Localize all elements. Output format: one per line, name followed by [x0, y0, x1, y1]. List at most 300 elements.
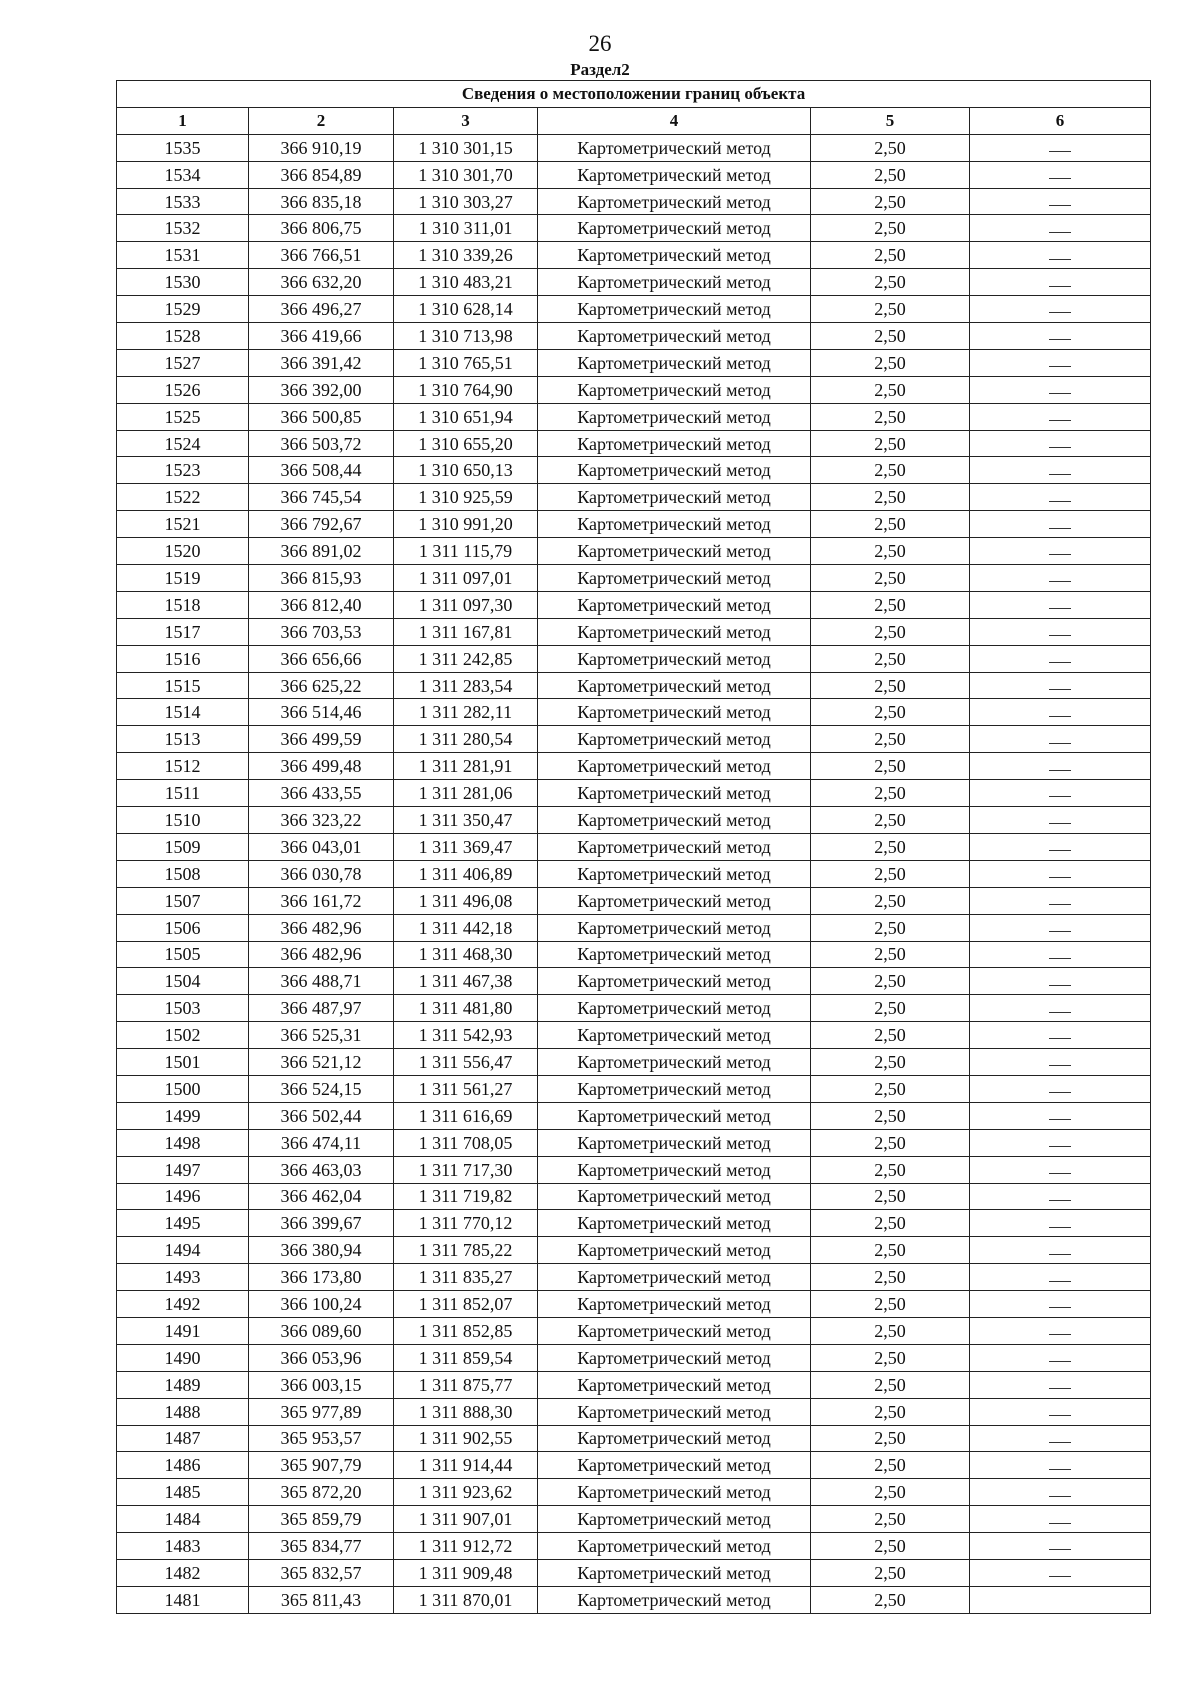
dash-mark [1049, 635, 1071, 636]
table-row [117, 1129, 1151, 1156]
x-coordinate-cell: 366 496,27 [249, 296, 394, 323]
note-cell [970, 645, 1151, 672]
point-number-cell: 1485 [117, 1479, 249, 1506]
point-number-cell: 1522 [117, 484, 249, 511]
dash-mark [1049, 1307, 1071, 1308]
note-cell [970, 457, 1151, 484]
y-coordinate-cell: 1 311 852,85 [394, 1317, 538, 1344]
table-title-row [117, 81, 1151, 108]
y-coordinate-cell: 1 310 303,27 [394, 188, 538, 215]
accuracy-cell: 2,50 [811, 995, 970, 1022]
x-coordinate-cell: 365 832,57 [249, 1559, 394, 1586]
table-row [117, 914, 1151, 941]
x-coordinate-cell: 366 500,85 [249, 403, 394, 430]
table-row [117, 1210, 1151, 1237]
method-cell: Картометрический метод [538, 242, 811, 269]
y-coordinate-cell: 1 310 301,70 [394, 161, 538, 188]
table-row [117, 1264, 1151, 1291]
method-cell: Картометрический метод [538, 618, 811, 645]
x-coordinate-cell: 366 488,71 [249, 968, 394, 995]
table-row [117, 484, 1151, 511]
point-number-cell: 1516 [117, 645, 249, 672]
y-coordinate-cell: 1 311 556,47 [394, 1049, 538, 1076]
x-coordinate-cell: 366 487,97 [249, 995, 394, 1022]
x-coordinate-cell: 366 503,72 [249, 430, 394, 457]
method-cell: Картометрический метод [538, 269, 811, 296]
y-coordinate-cell: 1 311 785,22 [394, 1237, 538, 1264]
dash-mark [1049, 393, 1071, 394]
method-cell: Картометрический метод [538, 484, 811, 511]
note-cell [970, 296, 1151, 323]
method-cell: Картометрический метод [538, 1506, 811, 1533]
method-cell: Картометрический метод [538, 161, 811, 188]
note-cell [970, 1156, 1151, 1183]
dash-mark [1049, 420, 1071, 421]
y-coordinate-cell: 1 311 870,01 [394, 1586, 538, 1613]
x-coordinate-cell: 366 891,02 [249, 538, 394, 565]
method-cell: Картометрический метод [538, 887, 811, 914]
accuracy-cell: 2,50 [811, 1237, 970, 1264]
y-coordinate-cell: 1 310 991,20 [394, 511, 538, 538]
accuracy-cell: 2,50 [811, 1210, 970, 1237]
x-coordinate-cell: 365 977,89 [249, 1398, 394, 1425]
accuracy-cell: 2,50 [811, 511, 970, 538]
dash-mark [1049, 850, 1071, 851]
y-coordinate-cell: 1 311 280,54 [394, 726, 538, 753]
note-cell [970, 1049, 1151, 1076]
dash-mark [1049, 716, 1071, 717]
y-coordinate-cell: 1 311 542,93 [394, 1022, 538, 1049]
dash-mark [1049, 931, 1071, 932]
note-cell [970, 134, 1151, 161]
dash-mark [1049, 743, 1071, 744]
y-coordinate-cell: 1 311 097,30 [394, 591, 538, 618]
y-coordinate-cell: 1 311 097,01 [394, 565, 538, 592]
x-coordinate-cell: 366 323,22 [249, 807, 394, 834]
method-cell: Картометрический метод [538, 1049, 811, 1076]
accuracy-cell: 2,50 [811, 1022, 970, 1049]
column-number: 4 [538, 107, 811, 134]
y-coordinate-cell: 1 310 651,94 [394, 403, 538, 430]
point-number-cell: 1499 [117, 1102, 249, 1129]
y-coordinate-cell: 1 310 483,21 [394, 269, 538, 296]
point-number-cell: 1528 [117, 323, 249, 350]
accuracy-cell: 2,50 [811, 887, 970, 914]
dash-mark [1049, 796, 1071, 797]
method-cell: Картометрический метод [538, 1452, 811, 1479]
table-row [117, 645, 1151, 672]
point-number-cell: 1526 [117, 376, 249, 403]
method-cell: Картометрический метод [538, 645, 811, 672]
method-cell: Картометрический метод [538, 1371, 811, 1398]
y-coordinate-cell: 1 311 719,82 [394, 1183, 538, 1210]
y-coordinate-cell: 1 311 282,11 [394, 699, 538, 726]
point-number-cell: 1527 [117, 349, 249, 376]
x-coordinate-cell: 366 632,20 [249, 269, 394, 296]
note-cell [970, 1210, 1151, 1237]
note-cell [970, 780, 1151, 807]
column-number-row [117, 107, 1151, 134]
point-number-cell: 1493 [117, 1264, 249, 1291]
point-number-cell: 1534 [117, 161, 249, 188]
point-number-cell: 1498 [117, 1129, 249, 1156]
table-row [117, 376, 1151, 403]
dash-mark [1049, 877, 1071, 878]
dash-mark [1049, 1173, 1071, 1174]
column-number: 3 [394, 107, 538, 134]
point-number-cell: 1508 [117, 860, 249, 887]
x-coordinate-cell: 366 745,54 [249, 484, 394, 511]
method-cell: Картометрический метод [538, 1291, 811, 1318]
table-row [117, 1586, 1151, 1613]
y-coordinate-cell: 1 311 770,12 [394, 1210, 538, 1237]
dash-mark [1049, 447, 1071, 448]
accuracy-cell: 2,50 [811, 1371, 970, 1398]
y-coordinate-cell: 1 311 468,30 [394, 941, 538, 968]
x-coordinate-cell: 366 053,96 [249, 1344, 394, 1371]
dash-mark [1049, 823, 1071, 824]
method-cell: Картометрический метод [538, 672, 811, 699]
accuracy-cell: 2,50 [811, 1129, 970, 1156]
x-coordinate-cell: 366 399,67 [249, 1210, 394, 1237]
table-row [117, 296, 1151, 323]
y-coordinate-cell: 1 311 167,81 [394, 618, 538, 645]
accuracy-cell: 2,50 [811, 699, 970, 726]
note-cell [970, 430, 1151, 457]
point-number-cell: 1533 [117, 188, 249, 215]
method-cell: Картометрический метод [538, 995, 811, 1022]
x-coordinate-cell: 366 766,51 [249, 242, 394, 269]
point-number-cell: 1496 [117, 1183, 249, 1210]
point-number-cell: 1518 [117, 591, 249, 618]
y-coordinate-cell: 1 310 301,15 [394, 134, 538, 161]
y-coordinate-cell: 1 311 907,01 [394, 1506, 538, 1533]
dash-mark [1049, 608, 1071, 609]
point-number-cell: 1488 [117, 1398, 249, 1425]
note-cell [970, 188, 1151, 215]
y-coordinate-cell: 1 310 765,51 [394, 349, 538, 376]
table-row [117, 618, 1151, 645]
accuracy-cell: 2,50 [811, 215, 970, 242]
dash-mark [1049, 528, 1071, 529]
table-row [117, 1344, 1151, 1371]
method-cell: Картометрический метод [538, 188, 811, 215]
point-number-cell: 1487 [117, 1425, 249, 1452]
accuracy-cell: 2,50 [811, 242, 970, 269]
accuracy-cell: 2,50 [811, 860, 970, 887]
x-coordinate-cell: 366 524,15 [249, 1075, 394, 1102]
note-cell [970, 161, 1151, 188]
y-coordinate-cell: 1 311 888,30 [394, 1398, 538, 1425]
y-coordinate-cell: 1 311 281,91 [394, 753, 538, 780]
point-number-cell: 1504 [117, 968, 249, 995]
y-coordinate-cell: 1 311 852,07 [394, 1291, 538, 1318]
column-number: 1 [117, 107, 249, 134]
accuracy-cell: 2,50 [811, 1506, 970, 1533]
method-cell: Картометрический метод [538, 430, 811, 457]
method-cell: Картометрический метод [538, 296, 811, 323]
method-cell: Картометрический метод [538, 807, 811, 834]
method-cell: Картометрический метод [538, 215, 811, 242]
note-cell [970, 1075, 1151, 1102]
method-cell: Картометрический метод [538, 1559, 811, 1586]
accuracy-cell: 2,50 [811, 645, 970, 672]
y-coordinate-cell: 1 311 859,54 [394, 1344, 538, 1371]
table-row [117, 1479, 1151, 1506]
x-coordinate-cell: 365 859,79 [249, 1506, 394, 1533]
point-number-cell: 1521 [117, 511, 249, 538]
x-coordinate-cell: 366 815,93 [249, 565, 394, 592]
table-row [117, 242, 1151, 269]
table-row [117, 591, 1151, 618]
point-number-cell: 1525 [117, 403, 249, 430]
point-number-cell: 1512 [117, 753, 249, 780]
section-title: Раздел2 [570, 60, 630, 79]
accuracy-cell: 2,50 [811, 188, 970, 215]
method-cell: Картометрический метод [538, 833, 811, 860]
method-cell: Картометрический метод [538, 349, 811, 376]
x-coordinate-cell: 366 514,46 [249, 699, 394, 726]
note-cell [970, 807, 1151, 834]
x-coordinate-cell: 366 482,96 [249, 941, 394, 968]
method-cell: Картометрический метод [538, 941, 811, 968]
note-cell [970, 538, 1151, 565]
dash-mark [1049, 1576, 1071, 1577]
dash-mark [1049, 1549, 1071, 1550]
point-number-cell: 1501 [117, 1049, 249, 1076]
table-row [117, 134, 1151, 161]
accuracy-cell: 2,50 [811, 565, 970, 592]
table-row [117, 968, 1151, 995]
dash-mark [1049, 1227, 1071, 1228]
dash-mark [1049, 1200, 1071, 1201]
y-coordinate-cell: 1 311 406,89 [394, 860, 538, 887]
table-row [117, 995, 1151, 1022]
note-cell [970, 565, 1151, 592]
x-coordinate-cell: 366 161,72 [249, 887, 394, 914]
table-row [117, 215, 1151, 242]
x-coordinate-cell: 365 953,57 [249, 1425, 394, 1452]
dash-mark [1049, 1334, 1071, 1335]
accuracy-cell: 2,50 [811, 941, 970, 968]
accuracy-cell: 2,50 [811, 484, 970, 511]
note-cell [970, 753, 1151, 780]
dash-mark [1049, 1065, 1071, 1066]
point-number-cell: 1535 [117, 134, 249, 161]
table-row [117, 1049, 1151, 1076]
point-number-cell: 1502 [117, 1022, 249, 1049]
method-cell: Картометрический метод [538, 323, 811, 350]
accuracy-cell: 2,50 [811, 1156, 970, 1183]
x-coordinate-cell: 366 380,94 [249, 1237, 394, 1264]
x-coordinate-cell: 366 003,15 [249, 1371, 394, 1398]
point-number-cell: 1530 [117, 269, 249, 296]
method-cell: Картометрический метод [538, 1022, 811, 1049]
note-cell [970, 968, 1151, 995]
table-row [117, 188, 1151, 215]
accuracy-cell: 2,50 [811, 1291, 970, 1318]
accuracy-cell: 2,50 [811, 1479, 970, 1506]
x-coordinate-cell: 366 089,60 [249, 1317, 394, 1344]
y-coordinate-cell: 1 311 902,55 [394, 1425, 538, 1452]
note-cell [970, 1129, 1151, 1156]
accuracy-cell: 2,50 [811, 1452, 970, 1479]
x-coordinate-cell: 366 391,42 [249, 349, 394, 376]
dash-mark [1049, 366, 1071, 367]
point-number-cell: 1492 [117, 1291, 249, 1318]
page-number: 26 [588, 31, 612, 56]
note-cell [970, 1022, 1151, 1049]
table-row [117, 860, 1151, 887]
table-row [117, 349, 1151, 376]
x-coordinate-cell: 366 499,48 [249, 753, 394, 780]
dash-mark [1049, 1388, 1071, 1389]
table-row [117, 269, 1151, 296]
dash-mark [1049, 1119, 1071, 1120]
method-cell: Картометрический метод [538, 1237, 811, 1264]
dash-mark [1049, 1254, 1071, 1255]
dash-mark [1049, 662, 1071, 663]
y-coordinate-cell: 1 311 369,47 [394, 833, 538, 860]
table-row [117, 833, 1151, 860]
method-cell: Картометрический метод [538, 780, 811, 807]
table-row [117, 753, 1151, 780]
note-cell [970, 242, 1151, 269]
point-number-cell: 1509 [117, 833, 249, 860]
x-coordinate-cell: 366 656,66 [249, 645, 394, 672]
note-cell [970, 403, 1151, 430]
note-cell [970, 215, 1151, 242]
y-coordinate-cell: 1 311 914,44 [394, 1452, 538, 1479]
note-cell [970, 1344, 1151, 1371]
x-coordinate-cell: 365 872,20 [249, 1479, 394, 1506]
accuracy-cell: 2,50 [811, 1264, 970, 1291]
x-coordinate-cell: 366 625,22 [249, 672, 394, 699]
x-coordinate-cell: 366 812,40 [249, 591, 394, 618]
method-cell: Картометрический метод [538, 538, 811, 565]
point-number-cell: 1494 [117, 1237, 249, 1264]
accuracy-cell: 2,50 [811, 1183, 970, 1210]
point-number-cell: 1514 [117, 699, 249, 726]
y-coordinate-cell: 1 311 496,08 [394, 887, 538, 914]
dash-mark [1049, 474, 1071, 475]
note-cell [970, 484, 1151, 511]
table-row [117, 1506, 1151, 1533]
table-row [117, 1022, 1151, 1049]
y-coordinate-cell: 1 310 713,98 [394, 323, 538, 350]
y-coordinate-cell: 1 311 616,69 [394, 1102, 538, 1129]
y-coordinate-cell: 1 311 467,38 [394, 968, 538, 995]
table-row [117, 887, 1151, 914]
dash-mark [1049, 1442, 1071, 1443]
point-number-cell: 1510 [117, 807, 249, 834]
dash-mark [1049, 312, 1071, 313]
point-number-cell: 1524 [117, 430, 249, 457]
method-cell: Картометрический метод [538, 457, 811, 484]
y-coordinate-cell: 1 311 708,05 [394, 1129, 538, 1156]
accuracy-cell: 2,50 [811, 403, 970, 430]
x-coordinate-cell: 366 100,24 [249, 1291, 394, 1318]
x-coordinate-cell: 366 525,31 [249, 1022, 394, 1049]
method-cell: Картометрический метод [538, 591, 811, 618]
dash-mark [1049, 554, 1071, 555]
x-coordinate-cell: 366 703,53 [249, 618, 394, 645]
dash-mark [1049, 1469, 1071, 1470]
x-coordinate-cell: 366 433,55 [249, 780, 394, 807]
column-number: 2 [249, 107, 394, 134]
x-coordinate-cell: 366 392,00 [249, 376, 394, 403]
accuracy-cell: 2,50 [811, 1049, 970, 1076]
accuracy-cell: 2,50 [811, 1533, 970, 1560]
y-coordinate-cell: 1 310 650,13 [394, 457, 538, 484]
accuracy-cell: 2,50 [811, 296, 970, 323]
x-coordinate-cell: 366 030,78 [249, 860, 394, 887]
y-coordinate-cell: 1 311 561,27 [394, 1075, 538, 1102]
point-number-cell: 1481 [117, 1586, 249, 1613]
dash-mark [1049, 259, 1071, 260]
accuracy-cell: 2,50 [811, 726, 970, 753]
method-cell: Картометрический метод [538, 726, 811, 753]
accuracy-cell: 2,50 [811, 1586, 970, 1613]
table-row [117, 941, 1151, 968]
column-number: 5 [811, 107, 970, 134]
point-number-cell: 1513 [117, 726, 249, 753]
y-coordinate-cell: 1 311 242,85 [394, 645, 538, 672]
point-number-cell: 1515 [117, 672, 249, 699]
dash-mark [1049, 1496, 1071, 1497]
note-cell [970, 1183, 1151, 1210]
dash-mark [1049, 205, 1071, 206]
dash-mark [1049, 1038, 1071, 1039]
accuracy-cell: 2,50 [811, 538, 970, 565]
y-coordinate-cell: 1 311 442,18 [394, 914, 538, 941]
dash-mark [1049, 581, 1071, 582]
point-number-cell: 1531 [117, 242, 249, 269]
dash-mark [1049, 232, 1071, 233]
note-cell [970, 1398, 1151, 1425]
point-number-cell: 1489 [117, 1371, 249, 1398]
x-coordinate-cell: 366 419,66 [249, 323, 394, 350]
accuracy-cell: 2,50 [811, 349, 970, 376]
point-number-cell: 1486 [117, 1452, 249, 1479]
point-number-cell: 1519 [117, 565, 249, 592]
table-row [117, 1425, 1151, 1452]
method-cell: Картометрический метод [538, 511, 811, 538]
method-cell: Картометрический метод [538, 699, 811, 726]
y-coordinate-cell: 1 311 835,27 [394, 1264, 538, 1291]
x-coordinate-cell: 366 173,80 [249, 1264, 394, 1291]
note-cell [970, 941, 1151, 968]
accuracy-cell: 2,50 [811, 591, 970, 618]
y-coordinate-cell: 1 310 628,14 [394, 296, 538, 323]
y-coordinate-cell: 1 311 912,72 [394, 1533, 538, 1560]
y-coordinate-cell: 1 311 717,30 [394, 1156, 538, 1183]
table-row [117, 403, 1151, 430]
dash-mark [1049, 1281, 1071, 1282]
dash-mark [1049, 178, 1071, 179]
method-cell: Картометрический метод [538, 1586, 811, 1613]
x-coordinate-cell: 366 521,12 [249, 1049, 394, 1076]
table-row [117, 699, 1151, 726]
point-number-cell: 1482 [117, 1559, 249, 1586]
boundary-table [116, 80, 1151, 1614]
table-row [117, 1398, 1151, 1425]
x-coordinate-cell: 366 462,04 [249, 1183, 394, 1210]
note-cell [970, 618, 1151, 645]
y-coordinate-cell: 1 311 909,48 [394, 1559, 538, 1586]
accuracy-cell: 2,50 [811, 968, 970, 995]
note-cell [970, 591, 1151, 618]
